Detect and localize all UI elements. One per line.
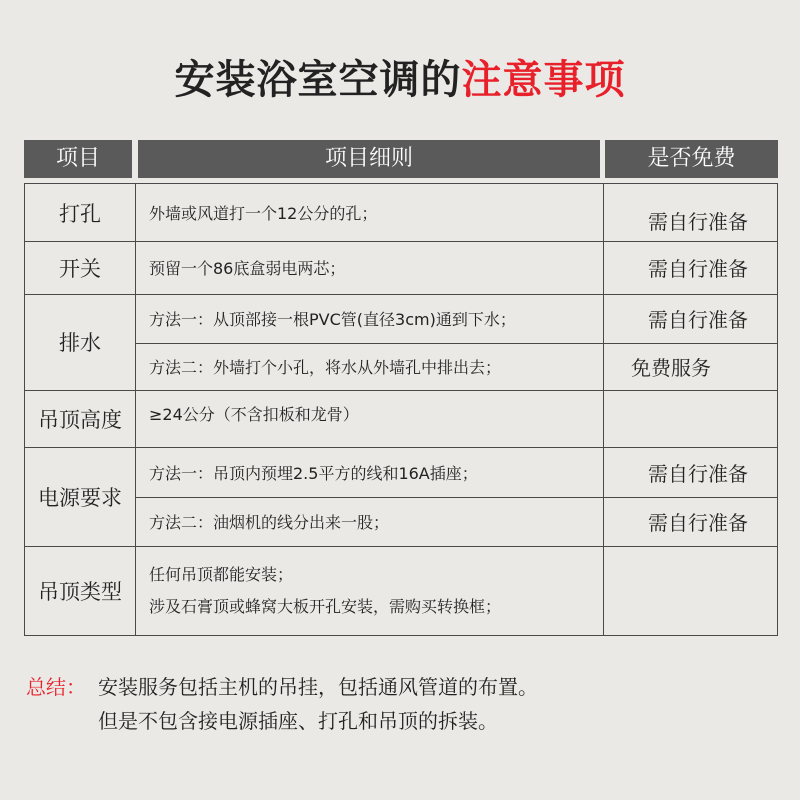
page-title bbox=[0, 52, 800, 108]
item-cell: 打孔 bbox=[59, 201, 101, 226]
column-header-fee: 是否免费 bbox=[605, 140, 778, 178]
fee-cell: 需自行准备 bbox=[648, 461, 748, 486]
summary-line: 但是不包含接电源插座、打孔和吊顶的拆装。 bbox=[98, 709, 498, 733]
column-header-detail: 项目细则 bbox=[138, 140, 600, 178]
item-cell: 吊顶类型 bbox=[38, 579, 122, 604]
notes-table bbox=[24, 183, 778, 636]
summary-line: 安装服务包括主机的吊挂，包括通风管道的布置。 bbox=[98, 675, 538, 699]
item-cell: 吊顶高度 bbox=[38, 407, 122, 432]
fee-cell: 需自行准备 bbox=[648, 257, 748, 281]
fee-cell bbox=[617, 546, 779, 635]
divider bbox=[135, 184, 136, 635]
title-accent: 注意事项 bbox=[461, 57, 626, 103]
fee-cell: 免费服务 bbox=[631, 356, 711, 380]
detail-cell: 方法二：油烟机的线分出来一股； bbox=[149, 513, 390, 532]
detail-line: 任何吊顶都能安装； bbox=[149, 564, 294, 584]
title-main: 安装浴室空调的 bbox=[174, 57, 462, 103]
item-cell: 开关 bbox=[59, 256, 101, 281]
detail-cell: ≥24公分（不含扣板和龙骨） bbox=[149, 404, 359, 424]
detail-cell: 方法二：外墙打个小孔，将水从外墙孔中排出去； bbox=[149, 358, 502, 377]
detail-cell: 方法一：从顶部接一根PVC管(直径3cm)通到下水； bbox=[149, 310, 516, 329]
fee-cell bbox=[617, 390, 779, 447]
item-cell: 排水 bbox=[59, 331, 101, 355]
fee-cell: 需自行准备 bbox=[648, 308, 748, 332]
detail-cell bbox=[149, 546, 619, 635]
column-header-item: 项目 bbox=[24, 140, 132, 178]
fee-cell: 需自行准备 bbox=[648, 511, 748, 535]
detail-line: 涉及石膏顶或蜂窝大板开孔安装，需购买转换框； bbox=[149, 596, 502, 616]
detail-cell: 外墙或风道打一个12公分的孔； bbox=[149, 204, 378, 223]
detail-cell: 方法一：吊顶内预埋2.5平方的线和16A插座； bbox=[149, 463, 478, 483]
summary bbox=[26, 670, 538, 738]
fee-cell: 需自行准备 bbox=[648, 210, 748, 234]
item-cell: 电源要求 bbox=[38, 485, 122, 510]
summary-label: 总结： bbox=[26, 675, 86, 699]
detail-cell: 预留一个86底盒弱电两芯； bbox=[149, 259, 346, 278]
